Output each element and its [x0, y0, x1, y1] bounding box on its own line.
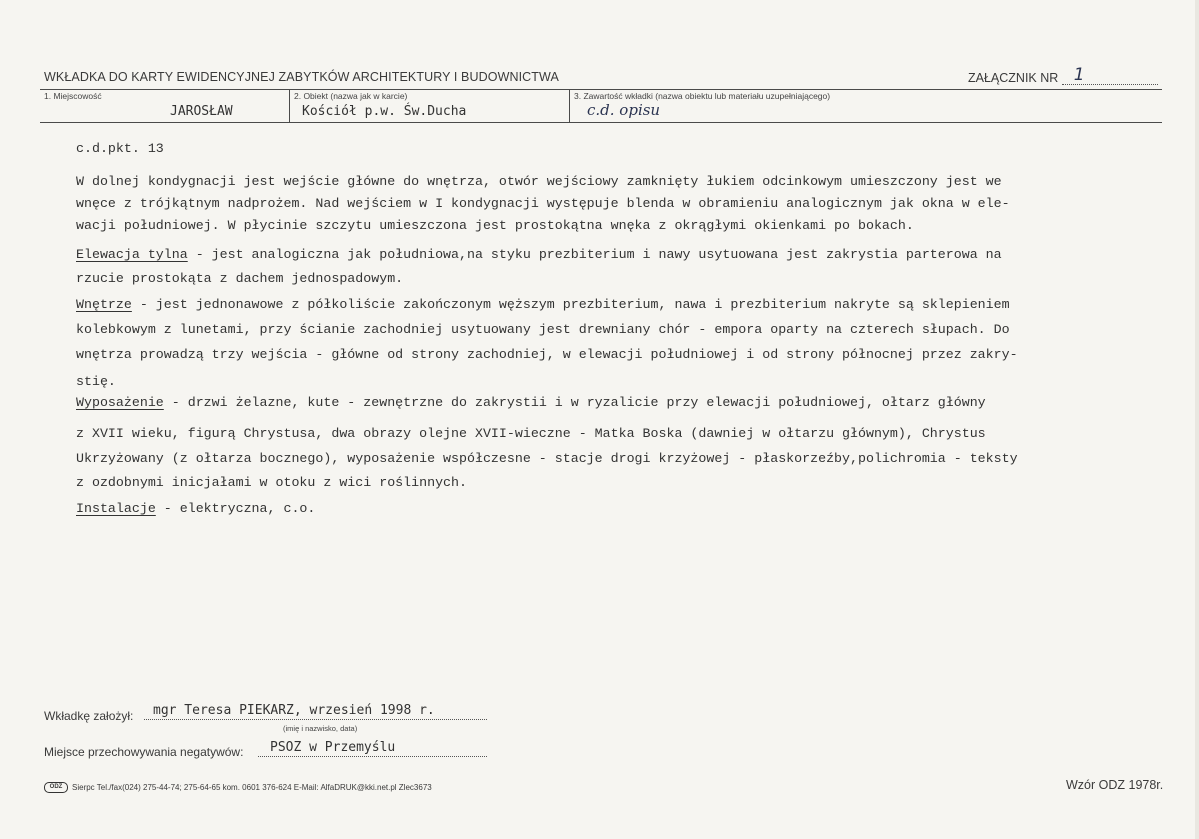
text-line: z ozdobnymi inicjałami w otoku z wici roślinnych.: [76, 475, 467, 490]
storage-dotline: [258, 756, 487, 757]
annex-dotline: [1062, 65, 1158, 85]
section-heading: Wyposażenie: [76, 395, 164, 410]
object-value: Kościół p.w. Św.Ducha: [302, 104, 467, 119]
text-line: Wyposażenie - drzwi żelazne, kute - zewnętrzne do zakrystii i w ryzalicie przy elewacji południowej, ołtarz główny: [76, 395, 986, 410]
text-line: wnętrza prowadzą trzy wejścia - główne od strony zachodniej, w elewacji południowej i od strony północnej przez zakry-: [76, 347, 1018, 362]
header-divider-2: [569, 89, 570, 122]
storage-label: Miejsce przechowywania negatywów:: [44, 745, 244, 759]
text-line: kolebkowym z lunetami, przy ścianie zachodniej usytuowany jest drewniany chór - empora oparty na czterech słupach. Do: [76, 322, 1010, 337]
section-heading: Instalacje: [76, 501, 156, 516]
place-value: JAROSŁAW: [170, 104, 233, 119]
author-dotline: [144, 719, 487, 720]
text-line: stię.: [76, 374, 116, 389]
text-line: z XVII wieku, figurą Chrystusa, dwa obrazy olejne XVII-wieczne - Matka Boska (dawniej w ołtarzu głównym), Chrystus: [76, 426, 986, 441]
text-line: rzucie prostokąta z dachem jednospadowym.: [76, 271, 404, 286]
text-line: Wnętrze - jest jednonawowe z półkoliście zakończonym węższym prezbiterium, nawa i prezbiterium nakryte są sklepieniem: [76, 297, 1010, 312]
text-line: wnęce z trójkątnym nadprożem. Nad wejściem w I kondygnacji występuje blenda w obramieniu analogicznym jak okna w ele-: [76, 196, 1010, 211]
annex-number: 1: [1073, 65, 1085, 85]
text-line: Ukrzyżowany (z ołtarza bocznego), wyposażenie współczesne - stacje drogi krzyżowej - płaskorzeźby,polichromia - teksty: [76, 451, 1018, 466]
author-caption: (imię i nazwisko, data): [283, 724, 358, 733]
section-heading: Wnętrze: [76, 297, 132, 312]
printer-imprint: [44, 782, 432, 793]
text-line: W dolnej kondygnacji jest wejście główne do wnętrza, otwór wejściowy zamknięty łukiem odcinkowym umieszczony jest we: [76, 174, 1002, 189]
annex-label: ZAŁĄCZNIK NR: [968, 71, 1059, 85]
header-bottom-rule: [40, 122, 1162, 123]
printer-logo-icon: ODZ: [44, 782, 68, 793]
author-value: mgr Teresa PIEKARZ, wrzesień 1998 r.: [153, 703, 435, 718]
contents-label: 3. Zawartość wkładki (nazwa obiektu lub materiału uzupełniającego): [574, 91, 831, 101]
text-line: c.d.pkt. 13: [76, 141, 164, 156]
text-line: Instalacje - elektryczna, c.o.: [76, 501, 316, 516]
storage-value: PSOZ w Przemyślu: [270, 740, 396, 755]
object-label: 2. Obiekt (nazwa jak w karcie): [294, 91, 408, 101]
form-title: WKŁADKA DO KARTY EWIDENCYJNEJ ZABYTKÓW ARCHITEKTURY I BUDOWNICTWA: [44, 70, 559, 84]
header-divider-1: [289, 89, 290, 122]
printer-info: Sierpc Tel./fax(024) 275-44-74; 275-64-65 kom. 0601 376-624 E-Mail: AlfaDRUK@kki.net.pl Zlec3673: [72, 783, 432, 792]
text-line: wacji południowej. W płycinie szczytu umieszczona jest prostokątna wnęka z okrągłymi okienkami po bokach.: [76, 218, 914, 233]
annex-field: [968, 65, 1158, 85]
sheet-edge: [1195, 0, 1199, 839]
section-heading: Elewacja tylna: [76, 247, 188, 262]
text-line: Elewacja tylna - jest analogiczna jak południowa,na styku prezbiterium i nawy usytuowana jest zakrystia parterowa na: [76, 247, 1002, 262]
author-label: Wkładkę założył:: [44, 709, 134, 723]
form-pattern: Wzór ODZ 1978r.: [1066, 778, 1164, 792]
place-label: 1. Miejscowość: [44, 91, 102, 101]
contents-value: c.d. opisu: [587, 101, 661, 119]
header-top-rule: [40, 89, 1162, 90]
